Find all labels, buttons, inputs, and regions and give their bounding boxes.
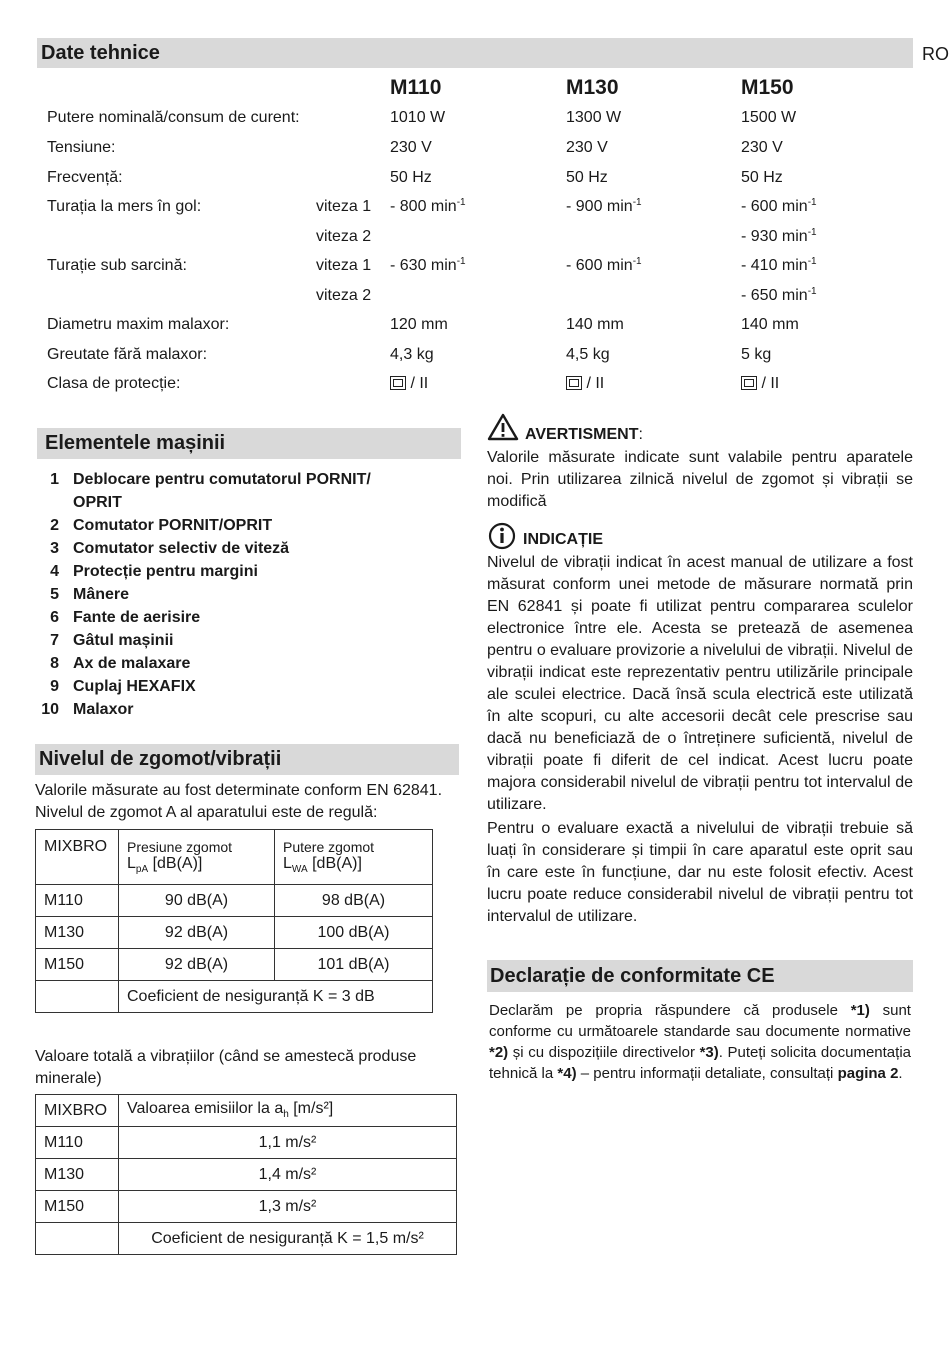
table-row bbox=[36, 981, 433, 1013]
uncertainty-note: Coeficient de nesiguranță K = 3 dB bbox=[119, 981, 433, 1013]
spec-value: 1500 W bbox=[741, 109, 797, 126]
warning-title: AVERTISMENT: bbox=[525, 426, 643, 443]
info-icon bbox=[488, 522, 516, 550]
note-paragraph-2: Pentru o evaluare exactă a nivelului de vibrații trebuie să luați în considerare și timpii în care aparatul este oprit sau în care este în funcțiune, dar nu este folosit efectiv. Acest lucru poate reduce considerabil nivelul de vibrații pentru tot intervalul de utilizare. bbox=[487, 820, 913, 925]
spec-value: - 600 $\min^{-1}$ bbox=[566, 256, 642, 274]
spec-value: / II bbox=[390, 375, 428, 393]
spec-value: / II bbox=[566, 375, 604, 393]
list-item: 9 Cuplaj HEXAFIX bbox=[50, 678, 196, 695]
table-header: Presiune zgomot $L_{pA}$ [dB(A)] bbox=[119, 830, 275, 885]
spec-label: Tensiune: bbox=[47, 139, 116, 156]
spec-label: Clasa de protecție: bbox=[47, 375, 181, 392]
table-row bbox=[36, 1223, 457, 1255]
table-header: MIXBRO bbox=[36, 1095, 119, 1127]
table-header: Valoarea emisiilor la $a_h$ [m/s²] bbox=[119, 1095, 457, 1127]
table-row: M110 1,1 m/s² bbox=[36, 1127, 457, 1159]
spec-value: 50 Hz bbox=[566, 169, 608, 186]
model-header-m130: M130 bbox=[566, 76, 619, 99]
model-header-m110: M110 bbox=[390, 76, 442, 99]
spec-value: - 930 $\min^{-1}$ bbox=[741, 227, 817, 245]
list-item: 8 Ax de malaxare bbox=[50, 655, 191, 672]
table-row: M110 90 dB(A) 98 dB(A) bbox=[36, 885, 433, 917]
table-header-row bbox=[36, 1095, 457, 1127]
spec-label: Greutate fără malaxor: bbox=[47, 346, 208, 363]
vibration-intro: Valoare totală a vibrațiilor (când se amestecă produse minerale) bbox=[35, 1048, 417, 1087]
spec-value: 140 mm bbox=[566, 316, 624, 333]
list-item: 1 Deblocare pentru comutatorul PORNIT/ OPRIT bbox=[50, 471, 371, 511]
spec-value: 140 mm bbox=[741, 316, 799, 333]
table-row: M130 1,4 m/s² bbox=[36, 1159, 457, 1191]
protection-class-ii-icon bbox=[566, 376, 582, 390]
spec-row-voltage bbox=[0, 139, 950, 167]
elements-section-title: Elementele mașinii bbox=[37, 428, 461, 459]
uncertainty-note: Coeficient de nesiguranță K = 1,5 m/s² bbox=[119, 1223, 457, 1255]
list-item: 6 Fante de aerisire bbox=[50, 609, 201, 626]
spec-sublabel: viteza 1 bbox=[316, 257, 372, 274]
spec-label: Frecvență: bbox=[47, 169, 123, 186]
model-header-m150: M150 bbox=[741, 76, 794, 99]
spec-row-power bbox=[0, 109, 950, 137]
spec-sublabel: viteza 2 bbox=[316, 228, 372, 245]
spec-value: 50 Hz bbox=[741, 169, 783, 186]
spec-row-load-speed-1 bbox=[0, 257, 950, 285]
spec-value: - 410 $\min^{-1}$ bbox=[741, 256, 817, 274]
note-title: INDICAȚIE bbox=[523, 531, 603, 548]
spec-value: 230 V bbox=[566, 139, 608, 156]
tech-section-title: Date tehnice bbox=[37, 38, 913, 68]
spec-label: Turația la mers în gol: bbox=[47, 198, 202, 215]
spec-value: / II bbox=[741, 375, 779, 393]
warning-text: Valorile măsurate indicate sunt valabile pentru aparatele noi. Prin utilizarea zilnică nivelul de zgomot și vibrații se modifică bbox=[487, 449, 913, 510]
table-row: M150 1,3 m/s² bbox=[36, 1191, 457, 1223]
warning-triangle-icon bbox=[487, 413, 519, 441]
list-item: 3 Comutator selectiv de viteză bbox=[50, 540, 290, 557]
spec-value: - 600 $\min^{-1}$ bbox=[741, 197, 817, 215]
table-header: Putere zgomot $L_{WA}$ [dB(A)] bbox=[275, 830, 433, 885]
protection-class-ii-icon bbox=[390, 376, 406, 390]
spec-value: - 800 $\min^{-1}$ bbox=[390, 197, 466, 215]
spec-label: Turație sub sarcină: bbox=[47, 257, 187, 274]
spec-row-idle-speed-2 bbox=[0, 228, 950, 256]
spec-value: 120 mm bbox=[390, 316, 448, 333]
table-row: M150 92 dB(A) 101 dB(A) bbox=[36, 949, 433, 981]
noise-intro: Valorile măsurate au fost determinate conform EN 62841. Nivelul de zgomot A al aparatului este de regulă: bbox=[35, 782, 443, 821]
spec-row-frequency bbox=[0, 169, 950, 197]
list-item: 7 Gâtul mașinii bbox=[50, 632, 174, 649]
spec-value: 230 V bbox=[390, 139, 432, 156]
spec-value: - 900 $\min^{-1}$ bbox=[566, 197, 642, 215]
list-item: 2 Comutator PORNIT/OPRIT bbox=[50, 517, 273, 534]
table-header: MIXBRO bbox=[36, 830, 119, 885]
spec-value: - 630 $\min^{-1}$ bbox=[390, 256, 466, 274]
noise-table bbox=[35, 829, 433, 1013]
spec-value: 1300 W bbox=[566, 109, 622, 126]
list-item: 4 Protecție pentru margini bbox=[50, 563, 258, 580]
spec-row-weight bbox=[0, 346, 950, 374]
spec-value: 5 kg bbox=[741, 346, 772, 363]
spec-row-idle-speed-1 bbox=[0, 198, 950, 226]
spec-sublabel: viteza 2 bbox=[316, 287, 372, 304]
spec-row-protection-class bbox=[0, 375, 950, 403]
language-code: RO bbox=[922, 44, 949, 64]
elements-list bbox=[36, 468, 436, 721]
spec-value: 1010 W bbox=[390, 109, 446, 126]
note-paragraph-1: Nivelul de vibrații indicat în acest manual de utilizare a fost măsurat conform unei metode de măsurare normată prin EN 62841 și poate fi utilizat pentru compararea sculelor electronice între ele. Acesta se pretează de asemenea pentru o evaluare provizorie a nivelului de vibrații. Nivelul de vibrații indicat este reprezentativ pentru utilizările principale ale sculei electrice. Dacă însă scula electrică este utilizată în alte scopuri, cu alte accesorii decât cele prescrise sau dacă nu beneficiază de o întreținere suficientă, nivelul de vibrații poate fi diferit de cel indicat. Acest lucru poate majora considerabil nivelul de vibrații pentru tot intervalul de utilizare. bbox=[487, 554, 914, 813]
spec-label: Putere nominală/consum de curent: bbox=[47, 109, 300, 126]
ce-section-title: Declarație de conformitate CE bbox=[487, 960, 913, 992]
spec-value: 50 Hz bbox=[390, 169, 432, 186]
list-item: 5 Mânere bbox=[50, 586, 130, 603]
table-row: M130 92 dB(A) 100 dB(A) bbox=[36, 917, 433, 949]
spec-row-diameter bbox=[0, 316, 950, 344]
vibration-table bbox=[35, 1094, 457, 1255]
noise-section-title: Nivelul de zgomot/vibrații bbox=[35, 744, 459, 775]
list-item: 10 Malaxor bbox=[41, 701, 134, 718]
spec-value: 230 V bbox=[741, 139, 783, 156]
spec-row-load-speed-2 bbox=[0, 287, 950, 315]
spec-value: - 650 $\min^{-1}$ bbox=[741, 286, 817, 304]
ce-declaration-text: Declarăm pe propria răspundere că produsele *1) sunt conforme cu următoarele standarde sau documente normative *2) și cu dispozițiile directivelor *3). Puteți solicita documentația tehnică la *4) – pentru informații detaliate, consultați pagina 2. bbox=[489, 1002, 911, 1082]
spec-label: Diametru maxim malaxor: bbox=[47, 316, 230, 333]
spec-value: 4,3 kg bbox=[390, 346, 434, 363]
spec-sublabel: viteza 1 bbox=[316, 198, 372, 215]
protection-class-ii-icon bbox=[741, 376, 757, 390]
spec-value: 4,5 kg bbox=[566, 346, 610, 363]
